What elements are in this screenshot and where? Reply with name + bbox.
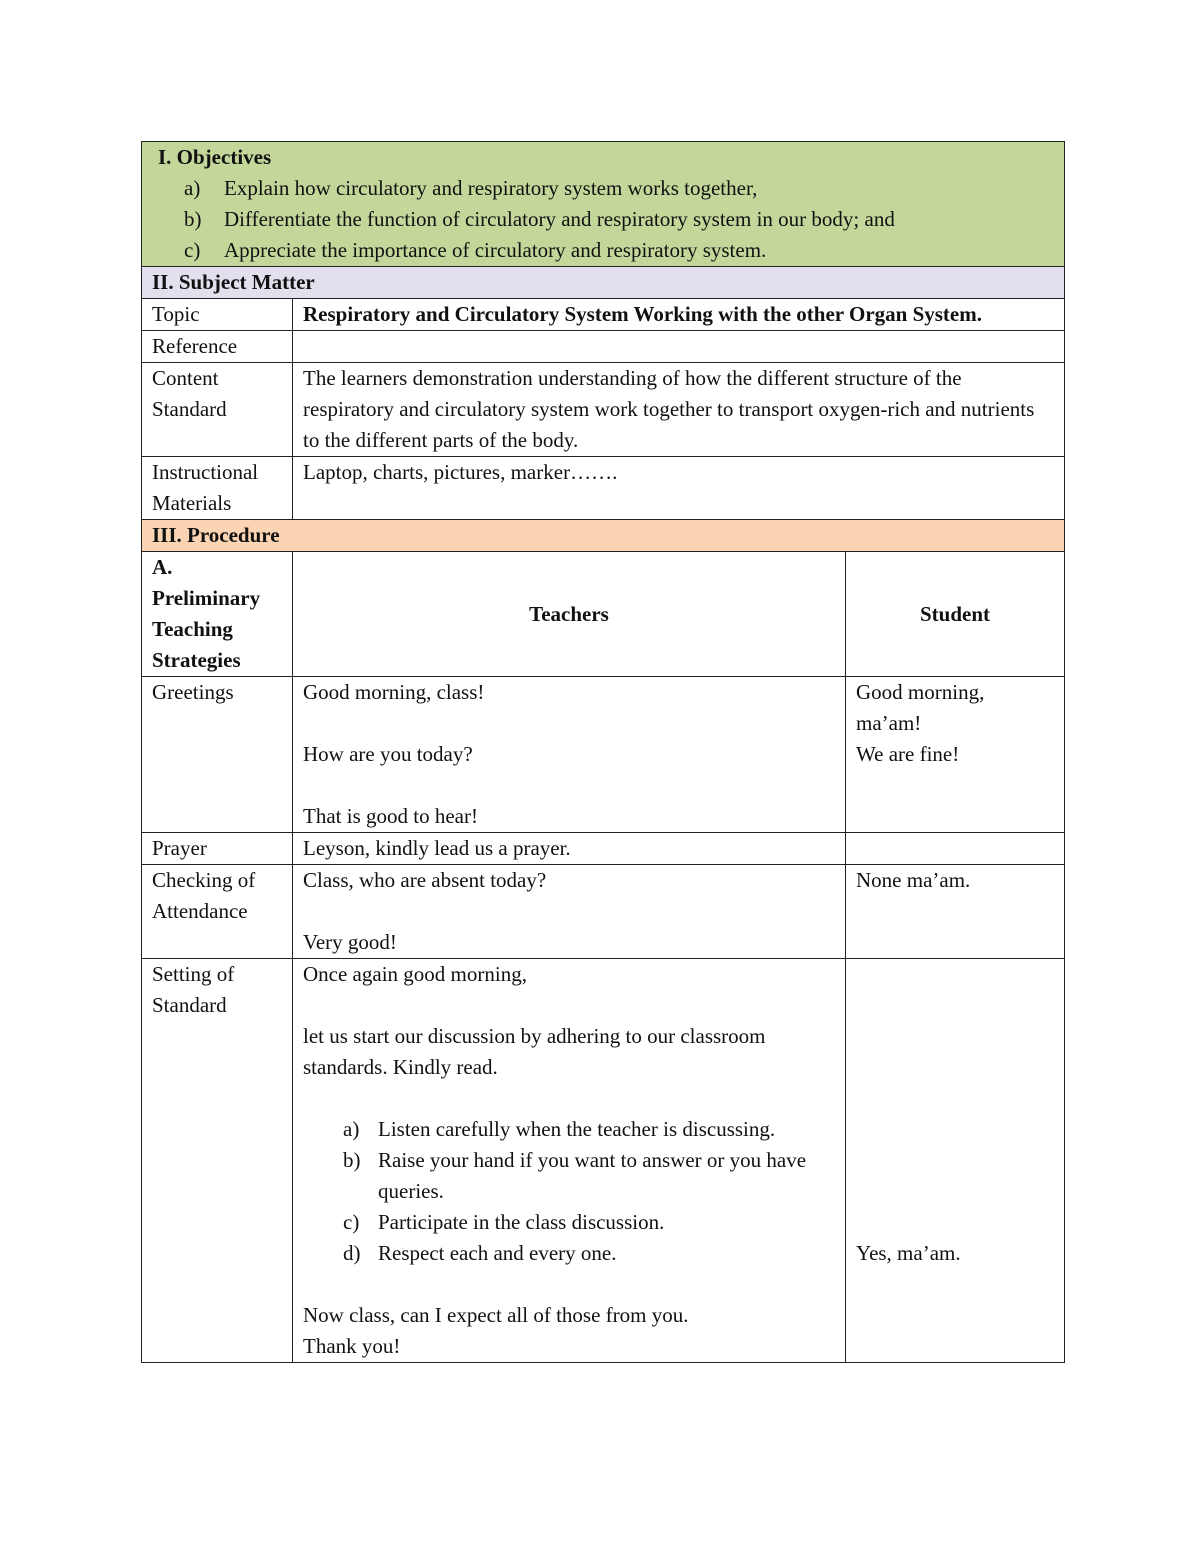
objectives-heading: I. Objectives bbox=[158, 145, 272, 169]
objective-item bbox=[152, 204, 1054, 235]
teacher-line: That is good to hear! bbox=[303, 804, 478, 828]
student-header: Student bbox=[846, 552, 1065, 677]
topic-value: Respiratory and Circulatory System Working with the other Organ System. bbox=[293, 299, 1065, 331]
procedure-heading: III. Procedure bbox=[142, 520, 1065, 552]
list-marker: b) bbox=[184, 207, 202, 231]
standards-list bbox=[303, 1114, 835, 1269]
topic-label: Topic bbox=[142, 299, 293, 331]
teacher-line: Very good! bbox=[303, 930, 397, 954]
teacher-line: How are you today? bbox=[303, 742, 473, 766]
teacher-line: Good morning, class! bbox=[303, 680, 485, 704]
prayer-student bbox=[846, 833, 1065, 865]
procedure-header-row bbox=[142, 552, 1065, 677]
attendance-label: Checking of Attendance bbox=[142, 865, 293, 959]
prayer-teacher: Leyson, kindly lead us a prayer. bbox=[293, 833, 846, 865]
subject-matter-heading-row bbox=[142, 267, 1065, 299]
standard-text: Listen carefully when the teacher is discussing. bbox=[378, 1117, 776, 1141]
standard-item bbox=[303, 1145, 835, 1207]
objective-text: Appreciate the importance of circulatory and respiratory system. bbox=[224, 238, 767, 262]
greetings-teacher bbox=[293, 677, 846, 833]
materials-value: Laptop, charts, pictures, marker……. bbox=[293, 457, 1065, 520]
reference-row bbox=[142, 331, 1065, 363]
objective-text: Differentiate the function of circulatory and respiratory system in our body; and bbox=[224, 207, 895, 231]
student-line: Yes, ma’am. bbox=[856, 1241, 961, 1265]
prayer-label: Prayer bbox=[142, 833, 293, 865]
teacher-line: let us start our discussion by adhering to our classroom standards. Kindly read. bbox=[303, 1024, 766, 1079]
objective-text: Explain how circulatory and respiratory system works together, bbox=[224, 176, 758, 200]
materials-row bbox=[142, 457, 1065, 520]
greetings-row bbox=[142, 677, 1065, 833]
attendance-student: None ma’am. bbox=[846, 865, 1065, 959]
list-marker: b) bbox=[343, 1148, 361, 1172]
teacher-line: Thank you! bbox=[303, 1334, 401, 1358]
procedure-heading-row bbox=[142, 520, 1065, 552]
standard-item bbox=[303, 1207, 835, 1238]
strategy-header: A. Preliminary Teaching Strategies bbox=[142, 552, 293, 677]
list-marker: a) bbox=[343, 1117, 360, 1141]
list-marker: d) bbox=[343, 1241, 361, 1265]
objectives-list bbox=[152, 173, 1054, 266]
list-marker: c) bbox=[184, 238, 201, 262]
list-marker: a) bbox=[184, 176, 201, 200]
standard-teacher bbox=[293, 959, 846, 1363]
list-marker: c) bbox=[343, 1210, 360, 1234]
standard-text: Participate in the class discussion. bbox=[378, 1210, 665, 1234]
topic-row bbox=[142, 299, 1065, 331]
prayer-row bbox=[142, 833, 1065, 865]
subject-matter-heading: II. Subject Matter bbox=[142, 267, 1065, 299]
standard-row bbox=[142, 959, 1065, 1363]
reference-value bbox=[293, 331, 1065, 363]
student-line: Good morning, ma’am! bbox=[856, 680, 985, 735]
objectives-row bbox=[142, 142, 1065, 267]
materials-label: Instructional Materials bbox=[142, 457, 293, 520]
content-standard-row bbox=[142, 363, 1065, 457]
teacher-line: Now class, can I expect all of those from you. bbox=[303, 1303, 689, 1327]
objective-item bbox=[152, 235, 1054, 266]
teacher-line: Class, who are absent today? bbox=[303, 868, 547, 892]
teachers-header: Teachers bbox=[293, 552, 846, 677]
attendance-teacher bbox=[293, 865, 846, 959]
standard-item bbox=[303, 1238, 835, 1269]
standard-item bbox=[303, 1114, 835, 1145]
standard-student bbox=[846, 959, 1065, 1363]
greetings-student bbox=[846, 677, 1065, 833]
standard-text: Respect each and every one. bbox=[378, 1241, 617, 1265]
greetings-label: Greetings bbox=[142, 677, 293, 833]
teacher-line: Once again good morning, bbox=[303, 962, 527, 986]
reference-label: Reference bbox=[142, 331, 293, 363]
objectives-cell bbox=[142, 142, 1065, 267]
student-line: We are fine! bbox=[856, 742, 960, 766]
content-standard-label: Content Standard bbox=[142, 363, 293, 457]
standard-label: Setting of Standard bbox=[142, 959, 293, 1363]
objective-item bbox=[152, 173, 1054, 204]
attendance-row bbox=[142, 865, 1065, 959]
standard-text: Raise your hand if you want to answer or you have queries. bbox=[378, 1148, 807, 1203]
content-standard-value: The learners demonstration understanding of how the different structure of the respiratory and circulatory system work together to transport oxygen-rich and nutrients to the different parts of the body. bbox=[293, 363, 1065, 457]
lesson-plan-table bbox=[141, 141, 1065, 1363]
